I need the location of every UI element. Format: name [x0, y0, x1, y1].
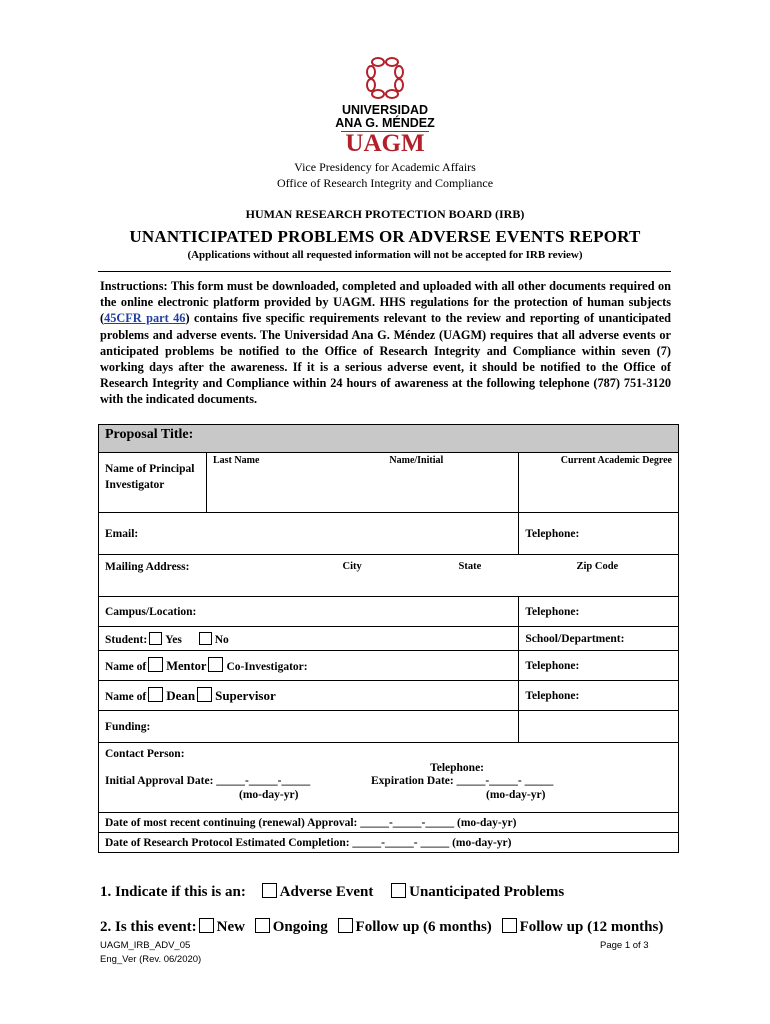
funding-extra-field[interactable] — [519, 711, 679, 743]
logo-emblem-icon — [335, 52, 435, 102]
mentor-field: Name of Mentor Co-Investigator: — [99, 651, 519, 681]
ongoing-checkbox[interactable] — [255, 918, 270, 933]
board-heading: HUMAN RESEARCH PROTECTION BOARD (IRB) — [245, 207, 525, 221]
adverse-event-checkbox[interactable] — [262, 883, 277, 898]
expiration-mdy: (mo-day-yr) — [486, 789, 546, 801]
student-no-checkbox[interactable] — [199, 632, 212, 645]
instructions: Instructions: This form must be downloaded, completed and uploaded with all other documents required on the online electronic platform provided by UAGM. HHS regulations for the protection of human subjects (45CFR part 46) contains five specific requirements relevant to the review and reporting of unanticipated problems and adverse events. The Universidad Ana G. Méndez (UAGM) requires that all adverse events or anticipated problems be notified to the Office of Research Integrity and Compliance within seven (7) working days after the awareness. If it is a serious adverse event, it should be notified to the Office of Research Integrity and Compliance within 24 hours of awareness at the following telephone (787) 751-3120 with the indicated documents. — [100, 279, 671, 407]
report-subtitle: (Applications without all requested information will not be accepted for IRB review) — [187, 249, 583, 261]
unanticipated-problems-checkbox[interactable] — [391, 883, 406, 898]
funding-field[interactable]: Funding: — [99, 711, 519, 743]
divider — [98, 271, 671, 272]
page-number: Page 1 of 3 — [600, 940, 649, 951]
logo-brand: UAGM — [345, 130, 425, 157]
form-code: UAGM_IRB_ADV_05 — [100, 940, 191, 951]
last-name-field[interactable]: Last Name Name/Initial — [207, 453, 519, 513]
form-version: Eng_Ver (Rev. 06/2020) — [100, 954, 202, 965]
logo-line-1: UNIVERSIDAD — [341, 103, 429, 117]
office-line: Office of Research Integrity and Compliance — [276, 176, 494, 190]
initial-approval-date[interactable]: Initial Approval Date: _____-_____-_____ — [105, 775, 311, 787]
estimated-completion-field[interactable]: Date of Research Protocol Estimated Completion: _____-_____- _____ (mo-day-yr) — [99, 833, 679, 853]
vp-line: Vice Presidency for Academic Affairs — [294, 160, 476, 174]
mailing-address-field[interactable]: Mailing Address: City State Zip Code — [99, 555, 679, 597]
pi-label: Name of Principal Investigator — [99, 453, 207, 513]
dean-telephone-field[interactable]: Telephone: — [519, 681, 679, 711]
dean-field: Name of Dean Supervisor — [99, 681, 519, 711]
initial-mdy: (mo-day-yr) — [239, 789, 299, 801]
new-checkbox[interactable] — [199, 918, 214, 933]
mentor-telephone-field[interactable]: Telephone: — [519, 651, 679, 681]
question-1: 1. Indicate if this is an: Adverse Event Unanticipated Problems — [100, 884, 565, 900]
question-2: 2. Is this event: New Ongoing Follow up (6 months) Follow up (12 months) — [100, 919, 664, 935]
mentor-checkbox[interactable] — [148, 657, 163, 672]
student-field: Student: Yes No — [99, 627, 519, 651]
logo-line-2: ANA G. MÉNDEZ — [335, 116, 435, 130]
dean-checkbox[interactable] — [148, 687, 163, 702]
school-field[interactable]: School/Department: — [519, 627, 679, 651]
telephone-field[interactable]: Telephone: — [519, 513, 679, 555]
recent-approval-field[interactable]: Date of most recent continuing (renewal) Approval: _____-_____-_____ (mo-day-yr) — [99, 813, 679, 833]
report-title: UNANTICIPATED PROBLEMS OR ADVERSE EVENTS REPORT — [129, 227, 641, 246]
followup-6-checkbox[interactable] — [338, 918, 353, 933]
cfr-link[interactable]: 45CFR part 46 — [104, 311, 186, 326]
contact-person-field[interactable]: Contact Person: — [105, 748, 185, 760]
uagm-logo — [335, 52, 435, 162]
contact-telephone-field[interactable]: Telephone: — [430, 762, 484, 774]
student-yes-checkbox[interactable] — [149, 632, 162, 645]
coinvestigator-checkbox[interactable] — [208, 657, 223, 672]
investigator-form — [98, 424, 679, 853]
supervisor-checkbox[interactable] — [197, 687, 212, 702]
proposal-title-cell[interactable]: Proposal Title: — [99, 425, 679, 453]
followup-12-checkbox[interactable] — [502, 918, 517, 933]
campus-field[interactable]: Campus/Location: — [99, 597, 519, 627]
campus-telephone-field[interactable]: Telephone: — [519, 597, 679, 627]
contact-approval-block — [99, 743, 679, 813]
degree-field[interactable]: Current Academic Degree — [519, 453, 679, 513]
expiration-date[interactable]: Expiration Date: _____-_____- _____ — [371, 775, 554, 787]
email-field[interactable]: Email: — [99, 513, 519, 555]
